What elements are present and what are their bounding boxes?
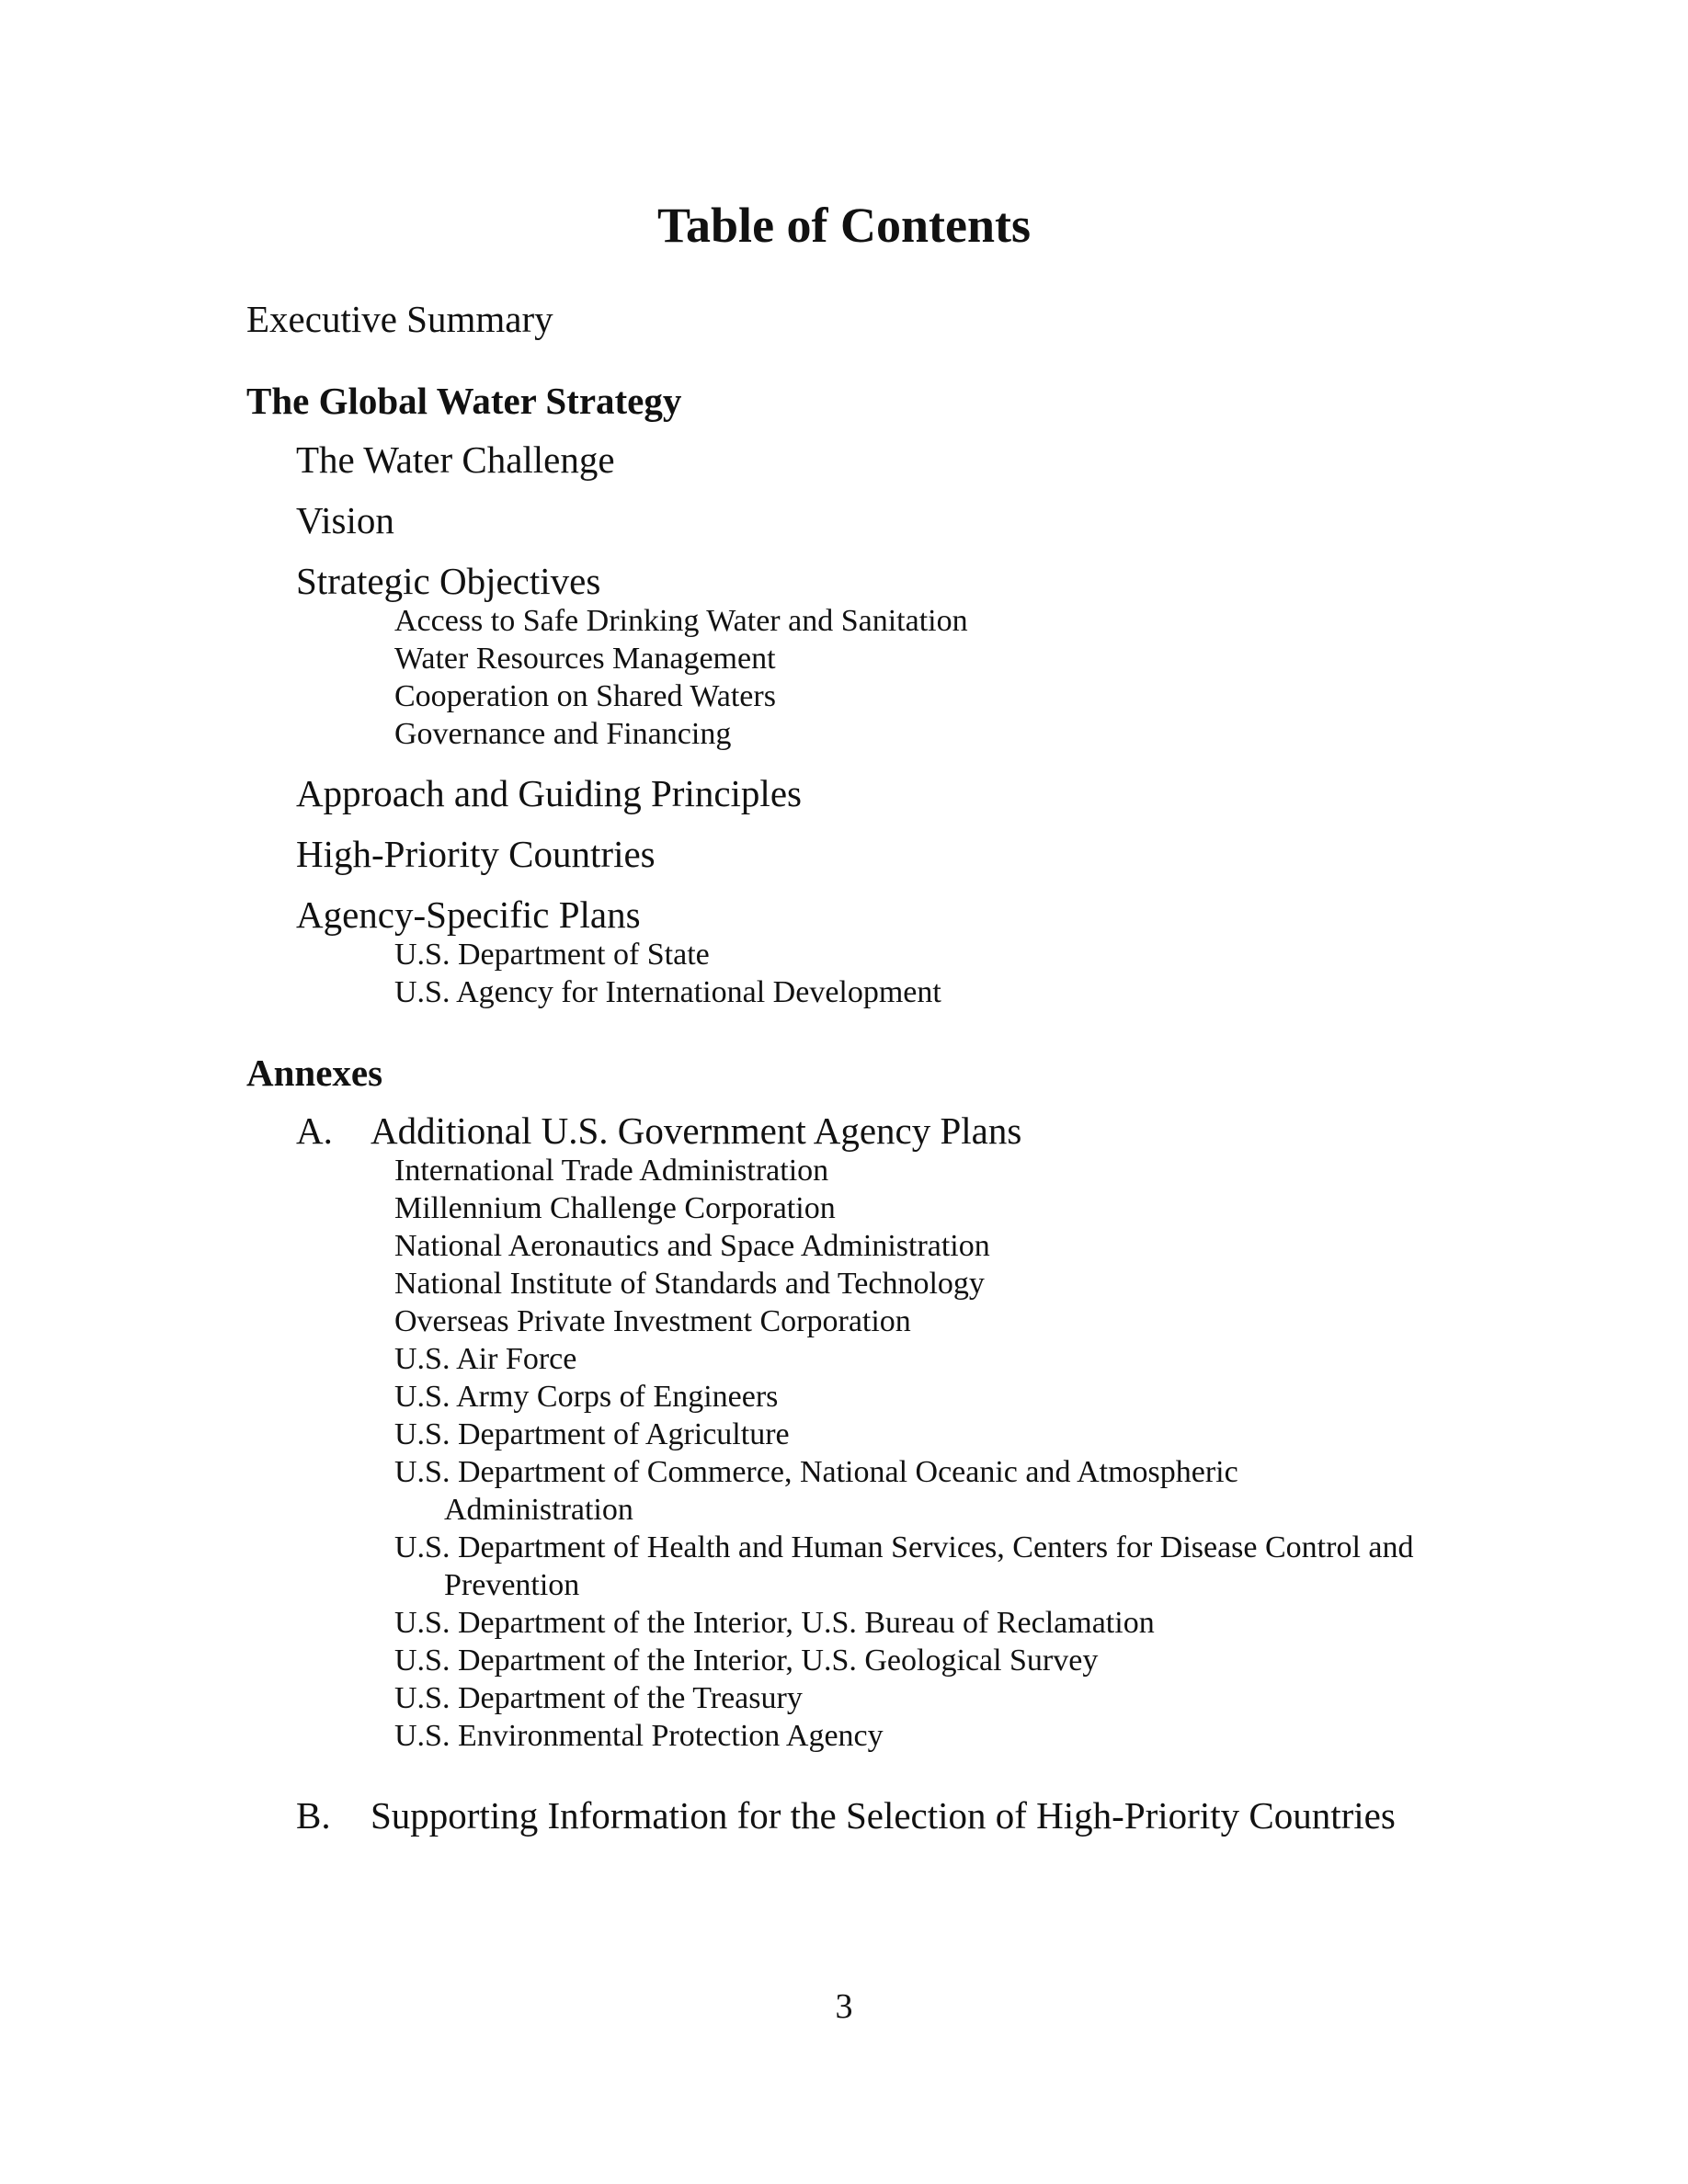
toc-subentry-annex-a-item[interactable]: National Institute of Standards and Technology <box>394 1267 985 1301</box>
toc-subentry-dept-state[interactable]: U.S. Department of State <box>394 938 710 972</box>
toc-subentry-annex-a-item[interactable]: U.S. Department of Health and Human Services, Centers for Disease Control and <box>394 1530 1414 1564</box>
toc-entry-agency-plans[interactable]: Agency-Specific Plans <box>296 893 641 936</box>
toc-subentry-continuation[interactable]: Administration <box>444 1493 633 1527</box>
toc-subentry-annex-a-item[interactable]: Overseas Private Investment Corporation <box>394 1304 911 1338</box>
toc-subentry-annex-a-item[interactable]: U.S. Air Force <box>394 1342 577 1376</box>
toc-subentry-continuation[interactable]: Prevention <box>444 1568 580 1602</box>
toc-entry-annex-a[interactable]: Additional U.S. Government Agency Plans <box>371 1109 1022 1152</box>
toc-heading-global-water-strategy[interactable]: The Global Water Strategy <box>246 380 682 422</box>
toc-subentry-annex-a-item[interactable]: International Trade Administration <box>394 1154 829 1188</box>
toc-subentry-annex-a-item[interactable]: U.S. Department of the Interior, U.S. Bureau of Reclamation <box>394 1606 1155 1640</box>
toc-subentry-annex-a-item[interactable]: National Aeronautics and Space Administration <box>394 1229 990 1263</box>
annex-b-letter: B. <box>296 1794 331 1837</box>
toc-subentry-annex-a-item[interactable]: U.S. Department of the Treasury <box>394 1681 803 1715</box>
toc-subentry-shared-waters[interactable]: Cooperation on Shared Waters <box>394 679 776 713</box>
toc-subentry-annex-a-item[interactable]: Millennium Challenge Corporation <box>394 1191 836 1225</box>
toc-subentry-usaid[interactable]: U.S. Agency for International Development <box>394 975 941 1009</box>
toc-entry-annex-b[interactable]: Supporting Information for the Selection of High-Priority Countries <box>371 1794 1396 1837</box>
toc-subentry-annex-a-item[interactable]: U.S. Department of Commerce, National Oceanic and Atmospheric <box>394 1455 1238 1489</box>
toc-entry-vision[interactable]: Vision <box>296 499 394 541</box>
toc-subentry-governance[interactable]: Governance and Financing <box>394 717 732 751</box>
toc-entry-high-priority[interactable]: High-Priority Countries <box>296 833 656 875</box>
toc-subentry-annex-a-item[interactable]: U.S. Environmental Protection Agency <box>394 1719 884 1753</box>
toc-heading-annexes[interactable]: Annexes <box>246 1052 383 1094</box>
page-number: 3 <box>835 1987 853 2026</box>
toc-subentry-safe-drinking-water[interactable]: Access to Safe Drinking Water and Sanitation <box>394 604 968 638</box>
page-title: Table of Contents <box>656 198 1032 253</box>
toc-subentry-water-resources[interactable]: Water Resources Management <box>394 642 776 676</box>
toc-entry-approach[interactable]: Approach and Guiding Principles <box>296 772 802 814</box>
toc-subentry-annex-a-item[interactable]: U.S. Department of the Interior, U.S. Geological Survey <box>394 1644 1099 1678</box>
annex-a-letter: A. <box>296 1109 333 1152</box>
toc-entry-strategic-objectives[interactable]: Strategic Objectives <box>296 560 601 602</box>
toc-subentry-annex-a-item[interactable]: U.S. Army Corps of Engineers <box>394 1380 779 1414</box>
toc-entry-water-challenge[interactable]: The Water Challenge <box>296 438 615 481</box>
toc-subentry-annex-a-item[interactable]: U.S. Department of Agriculture <box>394 1417 790 1451</box>
toc-entry-executive-summary[interactable]: Executive Summary <box>246 298 553 340</box>
